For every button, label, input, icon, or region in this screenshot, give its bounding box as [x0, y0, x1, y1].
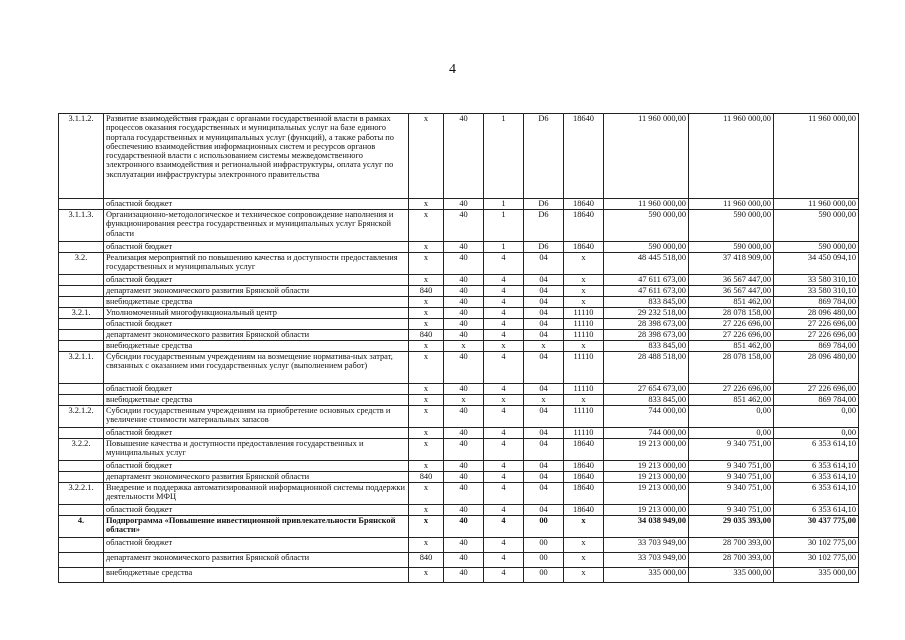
code-om: D6: [524, 242, 564, 253]
code-direction: x: [564, 395, 604, 406]
table-row: [59, 308, 859, 319]
code-om: 04: [524, 330, 564, 341]
code-pgp: 4: [484, 297, 524, 308]
row-number: 3.2.2.: [59, 439, 104, 461]
amount-year-1: 590 000,00: [604, 210, 689, 242]
row-number: 3.2.: [59, 253, 104, 275]
amount-year-1: 833 845,00: [604, 341, 689, 352]
code-direction: 11110: [564, 406, 604, 428]
code-grbs: x: [409, 352, 444, 384]
amount-year-2: 590 000,00: [689, 242, 774, 253]
code-gp: x: [444, 395, 484, 406]
amount-year-3: 34 450 094,10: [774, 253, 859, 275]
code-direction: 18640: [564, 505, 604, 516]
row-number: [59, 472, 104, 483]
amount-year-3: 11 960 000,00: [774, 114, 859, 199]
code-om: 04: [524, 384, 564, 395]
table-row: [59, 352, 859, 384]
code-grbs: x: [409, 210, 444, 242]
table-row: [59, 286, 859, 297]
code-om: 00: [524, 538, 564, 553]
amount-year-2: 9 340 751,00: [689, 483, 774, 505]
code-gp: 40: [444, 242, 484, 253]
amount-year-2: 11 960 000,00: [689, 114, 774, 199]
row-number: [59, 505, 104, 516]
row-name: внебюджетные средства: [104, 568, 409, 583]
table-row: [59, 199, 859, 210]
row-number: [59, 538, 104, 553]
amount-year-1: 33 703 949,00: [604, 538, 689, 553]
code-pgp: 4: [484, 439, 524, 461]
code-grbs: x: [409, 538, 444, 553]
table-row: [59, 297, 859, 308]
table-row: [59, 319, 859, 330]
code-gp: 40: [444, 439, 484, 461]
amount-year-2: 590 000,00: [689, 210, 774, 242]
code-gp: 40: [444, 553, 484, 568]
row-number: [59, 242, 104, 253]
amount-year-1: 47 611 673,00: [604, 275, 689, 286]
code-om: 04: [524, 319, 564, 330]
row-number: [59, 275, 104, 286]
code-direction: x: [564, 568, 604, 583]
amount-year-1: 744 000,00: [604, 428, 689, 439]
code-grbs: x: [409, 199, 444, 210]
code-pgp: 4: [484, 308, 524, 319]
code-direction: 11110: [564, 319, 604, 330]
code-gp: 40: [444, 210, 484, 242]
amount-year-3: 0,00: [774, 428, 859, 439]
table-row: [59, 439, 859, 461]
amount-year-1: 744 000,00: [604, 406, 689, 428]
code-grbs: x: [409, 439, 444, 461]
table-row: [59, 553, 859, 568]
code-om: 04: [524, 406, 564, 428]
table-row: [59, 568, 859, 583]
code-direction: 18640: [564, 472, 604, 483]
code-gp: x: [444, 341, 484, 352]
amount-year-3: 27 226 696,00: [774, 384, 859, 395]
table-row: [59, 483, 859, 505]
code-pgp: 4: [484, 461, 524, 472]
amount-year-3: 6 353 614,10: [774, 505, 859, 516]
amount-year-1: 48 445 518,00: [604, 253, 689, 275]
code-direction: x: [564, 253, 604, 275]
table-row: [59, 505, 859, 516]
code-pgp: 4: [484, 330, 524, 341]
amount-year-3: 869 784,00: [774, 341, 859, 352]
row-name: Подпрограмма «Повышение инвестиционной привлекательности Брянской области»: [104, 516, 409, 538]
table-row: [59, 275, 859, 286]
amount-year-3: 27 226 696,00: [774, 319, 859, 330]
row-number: 3.1.1.2.: [59, 114, 104, 199]
code-gp: 40: [444, 483, 484, 505]
row-name: Реализация мероприятий по повышению качества и доступности предоставления государственных и муниципальных услуг: [104, 253, 409, 275]
row-name: Субсидии государственным учреждениям на возмещение норматива-ных затрат, связанных с оказанием ими государственных услуг (выполнением работ): [104, 352, 409, 384]
row-name: внебюджетные средства: [104, 341, 409, 352]
code-gp: 40: [444, 199, 484, 210]
row-name: внебюджетные средства: [104, 395, 409, 406]
row-name: внебюджетные средства: [104, 297, 409, 308]
row-number: [59, 461, 104, 472]
code-grbs: x: [409, 341, 444, 352]
code-gp: 40: [444, 319, 484, 330]
amount-year-1: 47 611 673,00: [604, 286, 689, 297]
code-pgp: x: [484, 341, 524, 352]
code-grbs: x: [409, 242, 444, 253]
amount-year-3: 869 784,00: [774, 297, 859, 308]
code-gp: 40: [444, 568, 484, 583]
table-row: [59, 461, 859, 472]
code-grbs: x: [409, 297, 444, 308]
code-grbs: 840: [409, 472, 444, 483]
row-name: областной бюджет: [104, 384, 409, 395]
code-grbs: x: [409, 395, 444, 406]
code-pgp: x: [484, 395, 524, 406]
code-pgp: 4: [484, 516, 524, 538]
table-row: [59, 242, 859, 253]
code-gp: 40: [444, 516, 484, 538]
code-gp: 40: [444, 330, 484, 341]
code-direction: x: [564, 297, 604, 308]
table-row: [59, 472, 859, 483]
row-name: Организационно-методологическое и техническое сопровождение наполнения и функционирования реестра государственных и муниципальных услуг Брянской области: [104, 210, 409, 242]
amount-year-2: 0,00: [689, 406, 774, 428]
table-row: [59, 114, 859, 199]
code-direction: x: [564, 275, 604, 286]
code-grbs: x: [409, 114, 444, 199]
code-grbs: x: [409, 461, 444, 472]
amount-year-2: 9 340 751,00: [689, 439, 774, 461]
row-name: областной бюджет: [104, 275, 409, 286]
code-direction: x: [564, 553, 604, 568]
amount-year-1: 833 845,00: [604, 395, 689, 406]
row-name: областной бюджет: [104, 199, 409, 210]
row-number: 3.2.1.2.: [59, 406, 104, 428]
code-grbs: x: [409, 275, 444, 286]
code-om: 04: [524, 483, 564, 505]
code-pgp: 4: [484, 505, 524, 516]
amount-year-3: 30 437 775,00: [774, 516, 859, 538]
row-name: департамент экономического развития Брянской области: [104, 330, 409, 341]
code-om: 00: [524, 516, 564, 538]
code-om: 04: [524, 286, 564, 297]
code-gp: 40: [444, 253, 484, 275]
code-pgp: 4: [484, 553, 524, 568]
amount-year-2: 27 226 696,00: [689, 384, 774, 395]
code-direction: 11110: [564, 428, 604, 439]
row-name: Развитие взаимодействия граждан с органами государственной власти в рамках процессов оказания государственных и муниципальных услуг на базе единого портала государственных и муниципальных услуг (функций), а также работы по обеспечению взаимодействия информационных систем и ресурсов органов государственной власти с использованием системы межведомственного электронного взаимодействия и региональной инфраструктуры, оплата услуг по эксплуатации инфраструктуры электронного правительства: [104, 114, 409, 199]
row-number: [59, 384, 104, 395]
code-om: 00: [524, 568, 564, 583]
code-om: 04: [524, 275, 564, 286]
code-om: 04: [524, 461, 564, 472]
code-direction: 18640: [564, 483, 604, 505]
code-gp: 40: [444, 308, 484, 319]
budget-table: [58, 113, 859, 583]
row-number: [59, 395, 104, 406]
amount-year-3: 33 580 310,10: [774, 286, 859, 297]
code-grbs: x: [409, 319, 444, 330]
amount-year-3: 590 000,00: [774, 242, 859, 253]
row-number: [59, 553, 104, 568]
table-row: [59, 516, 859, 538]
row-name: областной бюджет: [104, 319, 409, 330]
amount-year-3: 33 580 310,10: [774, 275, 859, 286]
amount-year-1: 19 213 000,00: [604, 472, 689, 483]
code-direction: x: [564, 538, 604, 553]
code-om: 04: [524, 439, 564, 461]
table-row: [59, 406, 859, 428]
row-number: 3.1.1.3.: [59, 210, 104, 242]
row-name: областной бюджет: [104, 538, 409, 553]
amount-year-1: 27 654 673,00: [604, 384, 689, 395]
code-om: D6: [524, 114, 564, 199]
table-row: [59, 210, 859, 242]
row-name: Повышение качества и доступности предоставления государственных и муниципальных услуг: [104, 439, 409, 461]
code-gp: 40: [444, 428, 484, 439]
amount-year-2: 28 078 158,00: [689, 308, 774, 319]
amount-year-3: 28 096 480,00: [774, 352, 859, 384]
row-number: [59, 330, 104, 341]
amount-year-1: 19 213 000,00: [604, 461, 689, 472]
code-pgp: 4: [484, 275, 524, 286]
code-direction: 18640: [564, 461, 604, 472]
amount-year-3: 590 000,00: [774, 210, 859, 242]
page-number: 4: [449, 62, 456, 77]
code-grbs: 840: [409, 286, 444, 297]
amount-year-2: 28 700 393,00: [689, 538, 774, 553]
amount-year-3: 6 353 614,10: [774, 439, 859, 461]
amount-year-2: 9 340 751,00: [689, 505, 774, 516]
code-pgp: 4: [484, 352, 524, 384]
amount-year-1: 19 213 000,00: [604, 483, 689, 505]
amount-year-2: 9 340 751,00: [689, 461, 774, 472]
code-om: 00: [524, 553, 564, 568]
amount-year-3: 28 096 480,00: [774, 308, 859, 319]
row-number: 3.2.1.: [59, 308, 104, 319]
code-gp: 40: [444, 275, 484, 286]
code-direction: 18640: [564, 210, 604, 242]
code-om: D6: [524, 199, 564, 210]
amount-year-3: 27 226 696,00: [774, 330, 859, 341]
row-number: [59, 199, 104, 210]
code-pgp: 4: [484, 428, 524, 439]
amount-year-2: 851 462,00: [689, 395, 774, 406]
code-gp: 40: [444, 297, 484, 308]
amount-year-2: 27 226 696,00: [689, 330, 774, 341]
code-om: 04: [524, 253, 564, 275]
code-om: 04: [524, 297, 564, 308]
amount-year-3: 6 353 614,10: [774, 483, 859, 505]
amount-year-2: 0,00: [689, 428, 774, 439]
row-number: 3.2.2.1.: [59, 483, 104, 505]
table-row: [59, 253, 859, 275]
row-number: 4.: [59, 516, 104, 538]
row-name: областной бюджет: [104, 505, 409, 516]
row-number: [59, 286, 104, 297]
code-direction: 18640: [564, 114, 604, 199]
amount-year-1: 833 845,00: [604, 297, 689, 308]
code-pgp: 4: [484, 483, 524, 505]
code-grbs: x: [409, 384, 444, 395]
code-om: 04: [524, 352, 564, 384]
code-gp: 40: [444, 461, 484, 472]
amount-year-1: 28 488 518,00: [604, 352, 689, 384]
code-pgp: 1: [484, 210, 524, 242]
code-om: x: [524, 341, 564, 352]
code-direction: x: [564, 516, 604, 538]
code-pgp: 4: [484, 472, 524, 483]
code-grbs: x: [409, 253, 444, 275]
code-direction: 18640: [564, 242, 604, 253]
amount-year-2: 36 567 447,00: [689, 286, 774, 297]
amount-year-2: 36 567 447,00: [689, 275, 774, 286]
code-pgp: 4: [484, 253, 524, 275]
code-direction: 11110: [564, 352, 604, 384]
code-om: 04: [524, 308, 564, 319]
code-direction: 11110: [564, 330, 604, 341]
amount-year-2: 335 000,00: [689, 568, 774, 583]
code-grbs: x: [409, 516, 444, 538]
row-number: [59, 341, 104, 352]
code-grbs: 840: [409, 330, 444, 341]
code-pgp: 4: [484, 568, 524, 583]
code-grbs: x: [409, 308, 444, 319]
table-row: [59, 395, 859, 406]
code-grbs: 840: [409, 553, 444, 568]
amount-year-2: 29 035 393,00: [689, 516, 774, 538]
row-name: областной бюджет: [104, 461, 409, 472]
code-grbs: x: [409, 505, 444, 516]
code-grbs: x: [409, 568, 444, 583]
table-row: [59, 341, 859, 352]
amount-year-1: 28 398 673,00: [604, 319, 689, 330]
table-row: [59, 538, 859, 553]
amount-year-1: 335 000,00: [604, 568, 689, 583]
row-name: Субсидии государственным учреждениям на приобретение основных средств и увеличение стоимости материальных запасов: [104, 406, 409, 428]
amount-year-3: 6 353 614,10: [774, 461, 859, 472]
row-name: департамент экономического развития Брянской области: [104, 286, 409, 297]
code-om: D6: [524, 210, 564, 242]
code-direction: x: [564, 286, 604, 297]
amount-year-1: 19 213 000,00: [604, 505, 689, 516]
code-om: x: [524, 395, 564, 406]
table-row: [59, 428, 859, 439]
code-pgp: 1: [484, 242, 524, 253]
amount-year-2: 11 960 000,00: [689, 199, 774, 210]
amount-year-2: 28 700 393,00: [689, 553, 774, 568]
table-row: [59, 384, 859, 395]
row-number: 3.2.1.1.: [59, 352, 104, 384]
code-gp: 40: [444, 384, 484, 395]
code-gp: 40: [444, 406, 484, 428]
amount-year-3: 335 000,00: [774, 568, 859, 583]
amount-year-3: 11 960 000,00: [774, 199, 859, 210]
row-number: [59, 297, 104, 308]
amount-year-1: 11 960 000,00: [604, 199, 689, 210]
amount-year-1: 19 213 000,00: [604, 439, 689, 461]
code-pgp: 1: [484, 199, 524, 210]
amount-year-1: 28 398 673,00: [604, 330, 689, 341]
code-direction: 11110: [564, 384, 604, 395]
code-om: 04: [524, 505, 564, 516]
row-name: областной бюджет: [104, 242, 409, 253]
amount-year-1: 29 232 518,00: [604, 308, 689, 319]
code-gp: 40: [444, 286, 484, 297]
code-om: 04: [524, 472, 564, 483]
amount-year-2: 851 462,00: [689, 341, 774, 352]
row-name: департамент экономического развития Брянской области: [104, 553, 409, 568]
code-pgp: 4: [484, 384, 524, 395]
code-direction: 11110: [564, 308, 604, 319]
row-number: [59, 319, 104, 330]
code-gp: 40: [444, 352, 484, 384]
amount-year-2: 28 078 158,00: [689, 352, 774, 384]
row-number: [59, 568, 104, 583]
code-direction: x: [564, 341, 604, 352]
amount-year-3: 6 353 614,10: [774, 472, 859, 483]
code-pgp: 4: [484, 406, 524, 428]
code-grbs: x: [409, 483, 444, 505]
code-pgp: 4: [484, 286, 524, 297]
row-name: областной бюджет: [104, 428, 409, 439]
amount-year-2: 851 462,00: [689, 297, 774, 308]
code-pgp: 1: [484, 114, 524, 199]
code-pgp: 4: [484, 538, 524, 553]
amount-year-3: 30 102 775,00: [774, 538, 859, 553]
amount-year-2: 27 226 696,00: [689, 319, 774, 330]
code-grbs: x: [409, 406, 444, 428]
amount-year-3: 30 102 775,00: [774, 553, 859, 568]
row-name: Уполномоченный многофункциональный центр: [104, 308, 409, 319]
code-pgp: 4: [484, 319, 524, 330]
budget-table-body: [59, 114, 859, 583]
code-om: 04: [524, 428, 564, 439]
row-name: Внедрение и поддержка автоматизированной информационной системы поддержки деятельности МФЦ: [104, 483, 409, 505]
amount-year-1: 33 703 949,00: [604, 553, 689, 568]
code-grbs: x: [409, 428, 444, 439]
code-gp: 40: [444, 114, 484, 199]
amount-year-1: 34 038 949,00: [604, 516, 689, 538]
code-gp: 40: [444, 505, 484, 516]
amount-year-3: 0,00: [774, 406, 859, 428]
code-gp: 40: [444, 538, 484, 553]
code-direction: 18640: [564, 199, 604, 210]
row-number: [59, 428, 104, 439]
amount-year-3: 869 784,00: [774, 395, 859, 406]
amount-year-2: 37 418 909,00: [689, 253, 774, 275]
code-direction: 18640: [564, 439, 604, 461]
amount-year-2: 9 340 751,00: [689, 472, 774, 483]
code-gp: 40: [444, 472, 484, 483]
row-name: департамент экономического развития Брянской области: [104, 472, 409, 483]
amount-year-1: 590 000,00: [604, 242, 689, 253]
amount-year-1: 11 960 000,00: [604, 114, 689, 199]
table-row: [59, 330, 859, 341]
